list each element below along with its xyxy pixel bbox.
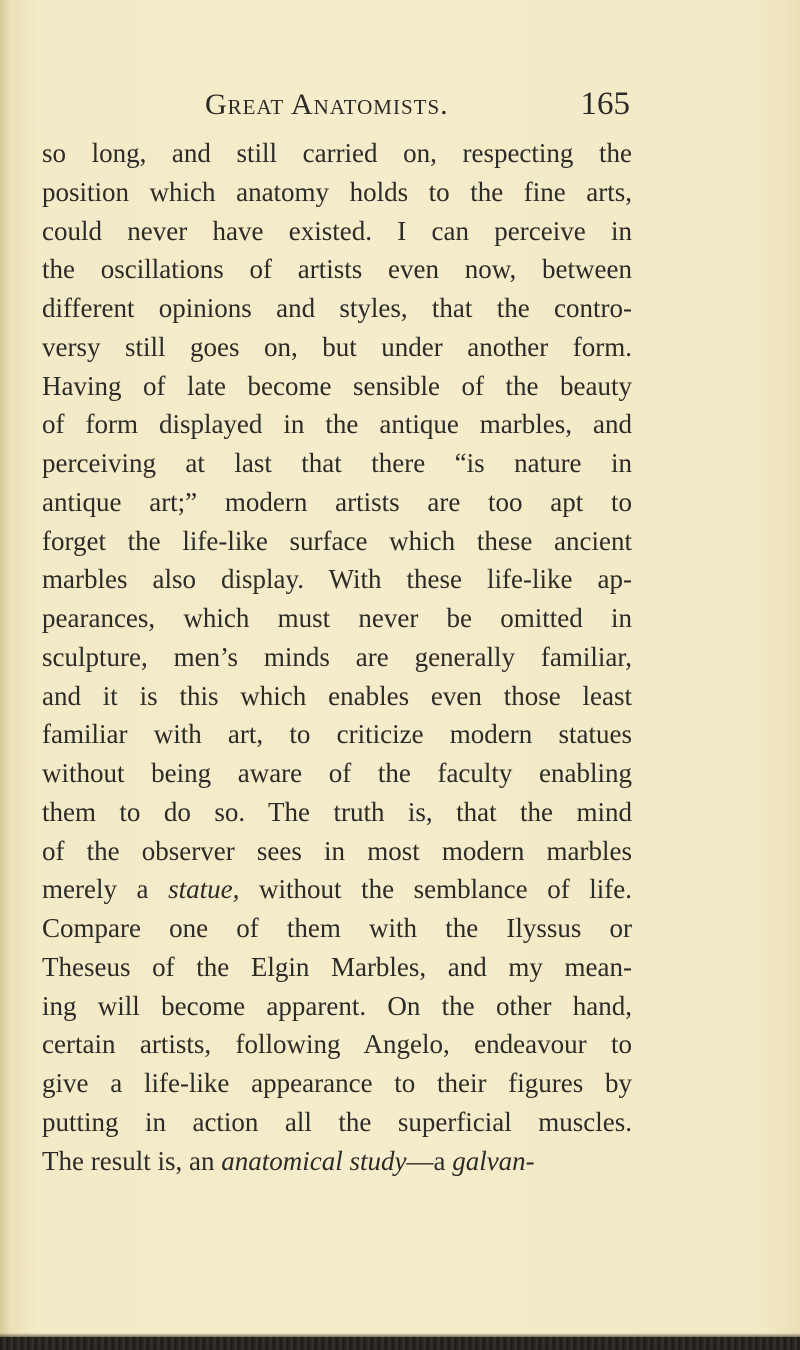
text-run: merely a — [42, 874, 169, 905]
text-line: pearances, which must never be omitted in — [42, 603, 632, 633]
text-line-statue — [42, 870, 632, 909]
text-line: antique art;” modern artists are too apt to — [42, 486, 632, 517]
text-line: the oscillations of artists even now, between — [42, 254, 632, 285]
text-line: perceiving at last that there “is nature in — [42, 448, 632, 478]
text-line: different opinions and styles, that the contro- — [42, 293, 632, 323]
text-line: marbles also display. With these life-like ap- — [42, 564, 632, 595]
text-line-final — [42, 1142, 632, 1181]
italic-word-statue: statue, — [168, 874, 240, 905]
text-line: and it is this which enables even those least — [42, 680, 632, 711]
body-text — [42, 134, 632, 1180]
running-head: Great Anatomists. — [205, 88, 449, 121]
text-line: ing will become apparent. On the other hand, — [42, 990, 632, 1021]
text-line: of the observer sees in most modern marbles — [42, 835, 632, 866]
text-line: versy still goes on, but under another form. — [42, 331, 632, 362]
page-bottom-edge — [0, 1337, 800, 1350]
text-line: sculpture, men’s minds are generally familiar, — [42, 641, 632, 672]
text-line: of form displayed in the antique marbles, and — [42, 409, 632, 440]
text-line: give a life-like appearance to their figures by — [42, 1068, 632, 1098]
text-line: Theseus of the Elgin Marbles, and my mean- — [42, 951, 632, 982]
text-line: certain artists, following Angelo, endeavour to — [42, 1029, 632, 1060]
page-header — [205, 82, 630, 128]
text-line: without being aware of the faculty enabling — [42, 758, 632, 788]
page-number: 165 — [580, 86, 630, 122]
text-line: Compare one of them with the Ilyssus or — [42, 913, 632, 943]
text-run: without the semblance of life. — [239, 874, 633, 905]
text-line: could never have existed. I can perceive in — [42, 215, 632, 246]
text-line: Having of late become sensible of the beauty — [42, 370, 632, 401]
italic-phrase-anatomical-study: anatomical study — [221, 1145, 407, 1176]
text-line: familiar with art, to criticize modern statues — [42, 719, 632, 750]
text-run: —a — [406, 1145, 453, 1176]
text-line: putting in action all the superficial muscles. — [42, 1106, 632, 1137]
page-gutter — [0, 0, 10, 1350]
text-line: position which anatomy holds to the fine arts, — [42, 176, 632, 207]
text-line: forget the life-like surface which these ancient — [42, 525, 632, 556]
text-line: so long, and still carried on, respecting the — [42, 138, 632, 168]
text-run: The result is, an — [42, 1145, 222, 1176]
text-line: them to do so. The truth is, that the mind — [42, 796, 632, 827]
italic-word-galvan: galvan- — [452, 1145, 535, 1176]
